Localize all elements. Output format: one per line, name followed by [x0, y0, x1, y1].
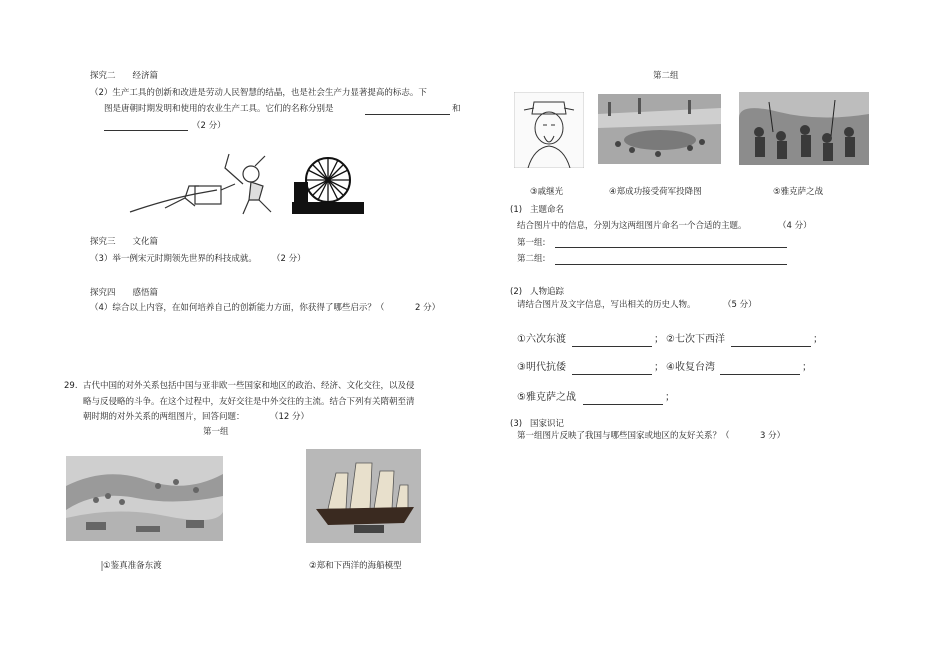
question-2-line2: 图是唐朝时期发明和使用的农业生产工具。它们的名称分别是 — [104, 104, 334, 114]
semicolon-2: ； — [813, 334, 823, 345]
part-3-question: 第一组图片反映了我国与哪些国家或地区的友好关系？（ — [517, 431, 730, 441]
jianzhen-painting — [66, 456, 223, 541]
answer-2-blank[interactable] — [731, 346, 811, 347]
section-3-heading: 探究三 文化篇 — [90, 237, 159, 247]
caption-1-wrap — [101, 561, 162, 572]
qi-jiguang-portrait — [514, 92, 584, 168]
semicolon-1: ； — [654, 334, 664, 345]
part-3-number: (3) — [510, 419, 523, 429]
answer-2-label: ②七次下西洋 — [666, 334, 725, 345]
answer-4-label: ④收复台湾 — [666, 362, 715, 373]
caption-2: ②郑和下西洋的海船模型 — [309, 561, 402, 571]
section-4-heading: 探究四 感悟篇 — [90, 288, 159, 298]
group-2-label: 第二组: — [517, 254, 546, 264]
part-2-score: （5 分） — [723, 300, 757, 310]
answer-3-blank[interactable] — [572, 374, 652, 375]
part-2-number: (2) — [510, 287, 523, 297]
answer-1-label: ①六次东渡 — [517, 334, 566, 345]
question-2-score: （2 分） — [192, 121, 226, 131]
answer-4-blank[interactable] — [720, 374, 800, 375]
answer-1-blank[interactable] — [572, 346, 652, 347]
part-3-heading: 国家识记 — [530, 419, 565, 429]
answer-5-label: ⑤雅克萨之战 — [517, 392, 576, 403]
question-2-line1: （2）生产工具的创新和改进是劳动人民智慧的结晶，也是社会生产力显著提高的标志。下 — [90, 88, 427, 98]
caption-3: ③戚继光 — [530, 187, 564, 197]
semicolon-4: ； — [802, 362, 812, 373]
question-4: （4）综合以上内容，在如何培养自己的创新能力方面，你获得了哪些启示？（ — [90, 303, 385, 313]
zheng-chenggong-painting — [598, 94, 721, 164]
part-1-number: (1) — [510, 205, 523, 215]
section-2-heading: 探究二 经济篇 — [90, 71, 159, 81]
question-29-line3: 朝时期的对外关系的两组图片，回答问题： — [83, 412, 245, 422]
part-1-heading: 主题命名 — [530, 205, 565, 215]
question-29-line1: 古代中国的对外关系包括中国与亚非欧一些国家和地区的政治、经济、文化交往，以及侵 — [83, 381, 415, 391]
answer-blank-tool-2[interactable] — [104, 130, 188, 131]
group-2-title: 第二组 — [653, 71, 679, 81]
part-1-score: （4 分） — [778, 221, 812, 231]
zhenghe-ship-model-photo — [306, 449, 421, 543]
group-1-label: 第一组: — [517, 238, 546, 248]
group-1-title: 第一组 — [203, 427, 229, 437]
part-1-question: 结合图片中的信息，分别为这两组图片命名一个合适的主题。 — [517, 221, 747, 231]
question-3: （3）举一例宋元时期领先世界的科技成就。 — [90, 254, 257, 264]
question-4-score: 2 分） — [415, 303, 441, 313]
plow-illustration — [125, 150, 280, 216]
answer-3-label: ③明代抗倭 — [517, 362, 566, 373]
water-wheel-illustration — [292, 152, 364, 214]
question-29-line2: 略与反侵略的斗争。在这个过程中，友好交往是中外交往的主流。结合下列有关隋朝至清 — [83, 397, 415, 407]
caption-4: ④郑成功接受荷军投降图 — [609, 187, 702, 197]
caption-5: ⑤雅克萨之战 — [773, 187, 824, 197]
group-2-theme-blank[interactable] — [555, 264, 787, 265]
yaksa-battle-painting — [739, 92, 869, 165]
part-2-heading: 人物追踪 — [530, 287, 565, 297]
semicolon-3: ； — [654, 362, 664, 373]
and-text: 和 — [452, 104, 461, 114]
part-2-question: 请结合图片及文字信息，写出相关的历史人物。 — [517, 300, 696, 310]
answer-5-blank[interactable] — [583, 404, 663, 405]
caption-1: ①鉴真准备东渡 — [103, 561, 162, 571]
question-29-number: 29. — [64, 381, 78, 391]
semicolon-5: ； — [665, 392, 675, 403]
question-3-score: （2 分） — [272, 254, 306, 264]
question-29-score: （12 分） — [270, 412, 310, 422]
part-3-score: 3 分） — [760, 431, 786, 441]
answer-blank-tool-1[interactable] — [365, 114, 450, 115]
group-1-theme-blank[interactable] — [555, 247, 787, 248]
